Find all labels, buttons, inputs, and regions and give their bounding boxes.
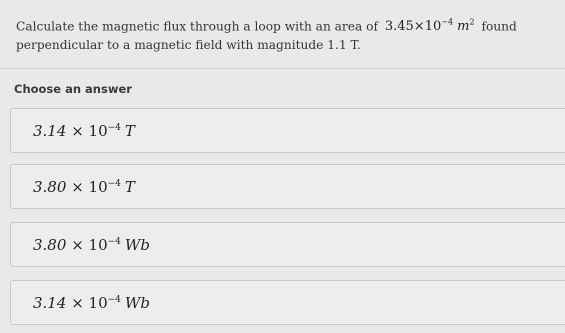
area-unit-exponent: 2 [469,18,475,27]
divider [0,68,565,69]
choose-answer-label: Choose an answer [14,82,132,96]
answer-option-4[interactable] [10,280,565,325]
option-unit: T [124,177,135,196]
answer-option-3[interactable] [10,222,565,267]
answer-option-text [33,294,150,312]
option-times: × 10 [71,121,108,140]
answer-option-text [33,236,150,254]
question-text-before: Calculate the magnetic flux through a loop with an area of [16,19,378,34]
option-times: × 10 [71,177,108,196]
area-exponent: −4 [441,18,454,27]
option-mantissa: 3.14 [33,121,67,140]
area-times: ×10 [413,19,442,35]
answer-option-1[interactable] [10,108,565,153]
option-unit: Wb [124,293,150,312]
option-exponent: −4 [107,178,121,189]
option-exponent: −4 [107,294,121,305]
answer-option-text [33,178,135,196]
option-mantissa: 3.80 [33,177,67,196]
answer-option-text [33,122,135,140]
option-mantissa: 3.80 [33,235,67,254]
question-text-after: found perpendicular to a magnetic field with magnitude 1.1 T. [16,19,517,53]
area-value [385,19,475,34]
option-exponent: −4 [107,236,121,247]
option-unit: Wb [124,235,150,254]
option-times: × 10 [71,235,108,254]
option-unit: T [124,121,135,140]
answer-option-2[interactable] [10,164,565,209]
option-exponent: −4 [107,122,121,133]
question-text [16,14,561,54]
option-mantissa: 3.14 [33,293,67,312]
area-mantissa: 3.45 [384,19,414,35]
option-times: × 10 [71,293,108,312]
area-unit: m [457,19,470,35]
